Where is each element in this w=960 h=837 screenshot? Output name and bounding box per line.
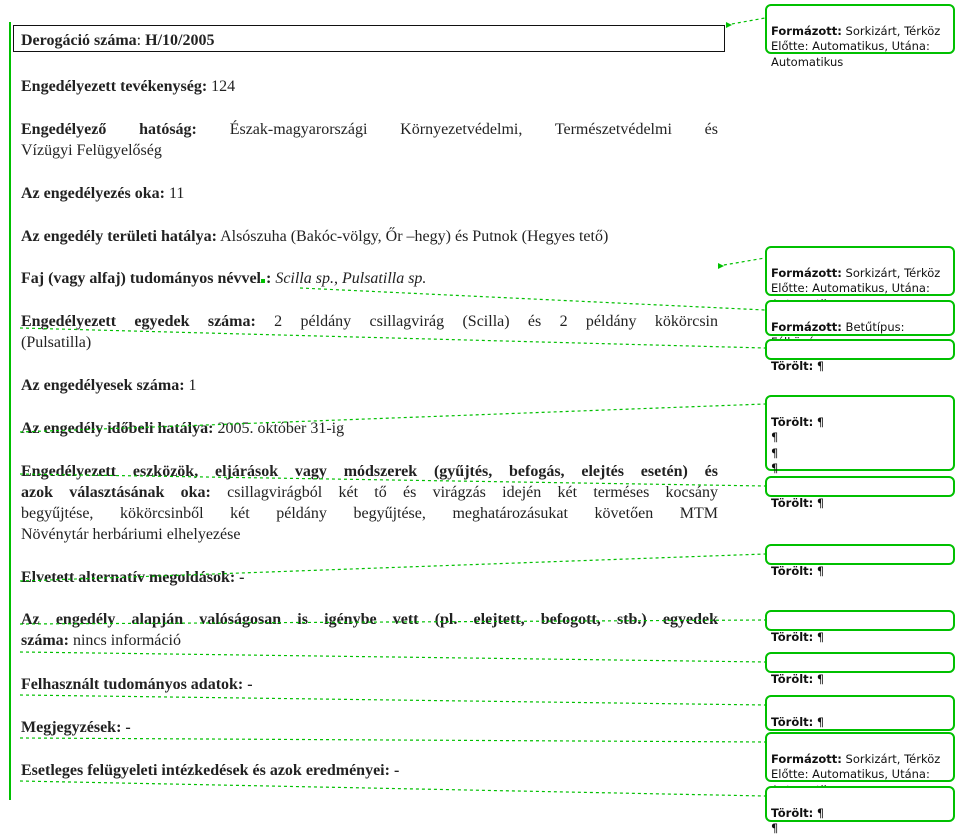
comment-balloon-deleted-6[interactable]: Törölt: ¶ [765, 652, 955, 673]
methods-line-4: Növénytár herbáriumi elhelyezése [21, 526, 241, 543]
scientific-data-line: Felhasznált tudományos adatok: - [21, 676, 253, 693]
methods-line-1: Engedélyezett eszközök, eljárások vagy módszerek (gyűjtés, befogás, elejtés esetén) és [21, 463, 718, 480]
comment-balloon-deleted-8[interactable]: Törölt: ¶ ¶ [765, 786, 955, 822]
measures-line: Esetleges felügyeleti intézkedések és azok eredményei: - [21, 762, 400, 779]
alternatives-line: Elvetett alternatív megoldások: - [21, 569, 245, 586]
used-line-1: Az engedély alapján valóságosan is igénybe vett (pl. elejtett, befogott, stb.) egyedek [21, 611, 718, 628]
methods-line-3: begyűjtése, kökörcsinből két példány begyűjtése, meghatározásukat követően MTM [21, 505, 718, 522]
revision-mark [261, 279, 265, 283]
comment-balloon-deleted-4[interactable]: Törölt: ¶ [765, 544, 955, 565]
permits-line: Az engedélyesek száma: 1 [21, 377, 197, 394]
comment-balloon-formatted-bold[interactable]: Formázott: Betűtípus: [765, 300, 955, 336]
validity-line: Az engedély időbeli hatálya: 2005. október 31-ig [21, 420, 345, 437]
authority-line-1: Engedélyező hatóság: Észak-magyarországi Környezetvédelmi, Természetvédelmi és [21, 121, 719, 138]
comment-balloon-deleted-2[interactable]: Törölt: ¶ ¶ ¶ ¶ [765, 395, 955, 471]
comment-balloon-deleted-3[interactable]: Törölt: ¶ [765, 476, 955, 497]
derogation-number: Derogáció száma: H/10/2005 [21, 32, 215, 49]
methods-line-2: azok választásának oka: csillagvirágból két tő és virágzás idején két terméses kocsány [21, 484, 718, 501]
comment-balloon-deleted-5[interactable]: Törölt: ¶ [765, 610, 955, 631]
count-line-2: (Pulsatilla) [21, 334, 92, 351]
comment-balloon-formatted-1[interactable]: Formázott: Sorkizárt, Térköz Előtte: Automatikus, Utána: Automatikus [765, 4, 955, 54]
notes-line: Megjegyzések: - [21, 719, 131, 736]
activity-line: Engedélyezett tevékenység: 124 [21, 78, 236, 95]
comment-balloon-formatted-2[interactable]: Formázott: Sorkizárt, Térköz Előtte: Automatikus, Utána: [765, 246, 955, 296]
authority-line-2: Vízügyi Felügyelőség [21, 142, 162, 159]
comment-balloon-formatted-3[interactable]: Formázott: Sorkizárt, Térköz Előtte: Automatikus, Utána: [765, 732, 955, 782]
derogation-label: Derogáció száma [21, 32, 137, 49]
count-line-1: Engedélyezett egyedek száma: 2 példány csillagvirág (Scilla) és 2 példány kökörcsin [21, 313, 718, 330]
comment-balloon-deleted-1[interactable]: Törölt: ¶ [765, 339, 955, 360]
reason-line: Az engedélyezés oka: 11 [21, 185, 185, 202]
used-line-2: száma: nincs információ [21, 632, 181, 649]
scope-line: Az engedély területi hatálya: Alsószuha (Bakóc-völgy, Őr –hegy) és Putnok (Hegyes tető) [21, 228, 609, 245]
comment-balloon-deleted-7[interactable]: Törölt: ¶ [765, 695, 955, 731]
change-bar [9, 22, 11, 800]
derogation-value: H/10/2005 [145, 32, 215, 49]
species-line: Faj (vagy alfaj) tudományos névvel : Scilla sp., Pulsatilla sp. [21, 270, 427, 287]
